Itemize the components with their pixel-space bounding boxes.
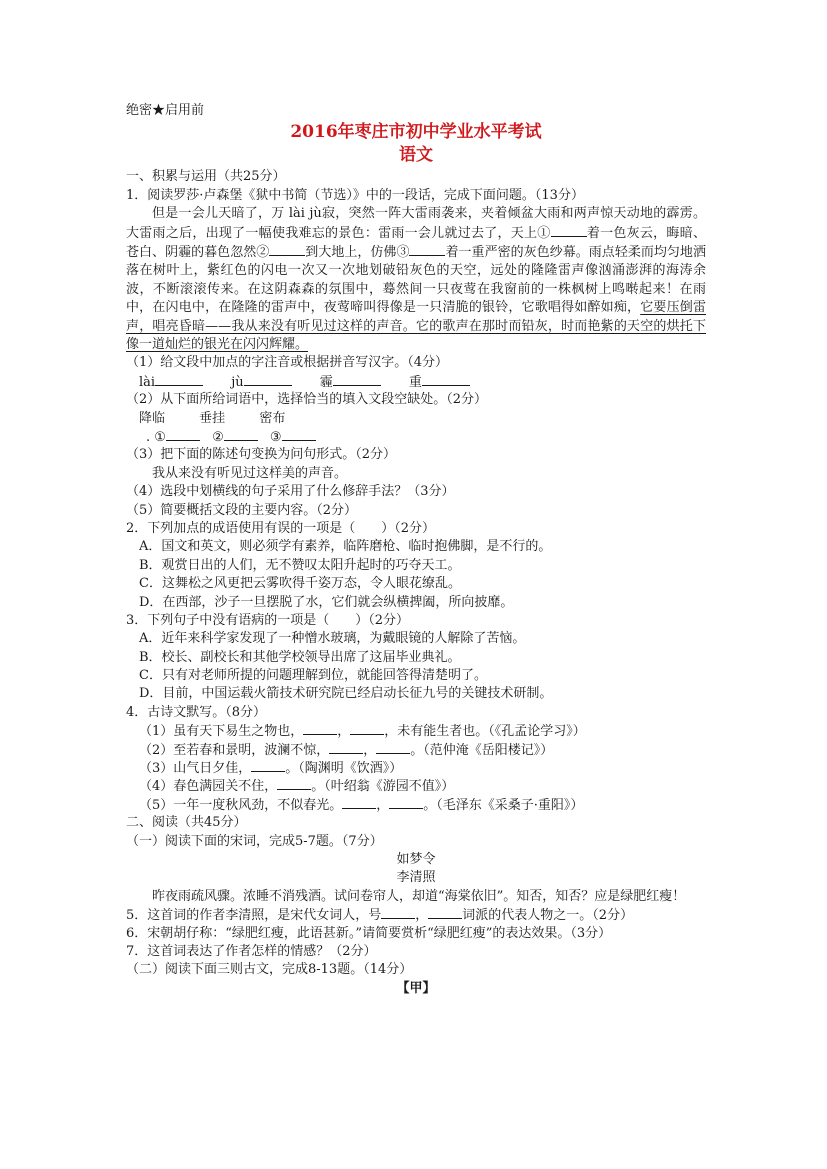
question-6: 6．宋朝胡仔称：“绿肥红瘦，此语甚新。”请简要赏析“绿肥红瘦”的表达效果。（3分） [126,925,612,941]
answer-blank[interactable] [422,373,470,386]
underlined-sentence-2: 它的歌声在那时而铅灰，时而艳紫的天空的烘托下像一道灿烂的银光在闪闪辉耀。 [126,318,706,353]
blank-2[interactable] [269,243,305,256]
answer-blank[interactable] [282,428,316,441]
q2-option-b: B．观赏日出的人们，无不赞叹太阳升起时的巧夺天工。 [139,557,461,573]
question-1-4: （4）选段中划横线的句子采用了什么修辞手法？（3分） [126,484,455,500]
answer-blank[interactable] [350,722,384,735]
char-item: 霾 [319,374,333,390]
q4-item-1 [126,722,706,740]
question-1-5: （5）简要概括文段的主要内容。（2分） [126,502,358,518]
q5-text: 5．这首词的作者李清照，是宋代女词人，号 [126,908,382,924]
q3-option-c: C．只有对老师所提的问题理解到位，就能回答得清楚明了。 [139,668,487,684]
item-text: （2）至若春和景明，波澜不惊， [139,742,330,758]
answer-blank[interactable] [166,428,200,441]
poem-text: 昨夜雨疏风骤。浓睡不消残酒。试问卷帘人，却道“海棠依旧”。知否，知否？应是绿肥红瘦！ [152,888,686,904]
slot-label: ② [212,429,224,445]
passage-text: 着一重严密的灰色纱幕。雨点轻柔而均匀地洒落在树叶上，紫红色的闪电一次又一次地划破铅灰色的天空，远处的隆隆雷声像汹涌澎湃的海涛余波，不断滚滚传来。在这阴森森的氛围中，蓦然间一只夜莺在我窗前的一株枫树上鸣啭起来！在雨中，在闪电中，在隆隆的雷声中，夜莺啼叫得像是一只清脆的银铃，它歌唱得如醉如痴， [126,244,706,316]
item-text: ， [337,724,351,740]
item-text: ，未有能生者也。（《孔孟论学习》） [384,724,586,740]
slot-label: ③ [269,429,282,445]
answer-blank[interactable] [244,373,292,386]
item-text: 。（叶绍翁《游园不值》） [311,779,455,795]
q2-option-c: C．这舞松之风更把云雾吹得千姿万态，令人眼花缭乱。 [139,576,461,592]
question-5 [126,906,706,924]
q4-item-2 [126,741,706,759]
answer-blank[interactable] [224,428,258,441]
answer-blank[interactable] [303,722,337,735]
item-text: （5）一年一度秋风劲，不似春光。 [139,797,343,813]
pinyin-row [126,373,706,391]
word-choices [126,410,706,428]
char-item: 重 [408,374,422,390]
reading-part-1: （一）阅读下面的宋词，完成5-7题。（7分） [126,833,383,849]
answer-blank[interactable] [155,373,203,386]
blank-3[interactable] [409,243,445,256]
q4-item-3 [126,759,706,777]
answer-blank[interactable] [333,373,381,386]
item-text: （3）山气日夕佳， [139,761,252,777]
text-label-jia: 【甲】 [396,980,436,996]
confidential-note: 绝密★启用前 [126,103,205,118]
reading-part-2: （二）阅读下面三则古文，完成8-13题。（14分） [126,962,413,978]
question-1-2: （2）从下面所给词语中，选择恰当的填入文段空缺处。（2分） [126,392,488,408]
word-choice: 降临 [139,410,166,426]
item-text: ， [376,797,390,813]
section-heading: 一、积累与运用（共25分） [126,169,286,185]
poem-author: 李清照 [396,870,436,886]
item-text: 。（陶渊明《饮酒》） [285,761,403,777]
question-2: 2．下列加点的成语使用有误的一项是（ ）（2分） [126,520,436,536]
q2-option-d: D．在西部，沙子一旦摆脱了水，它们就会纵横捭阖，所向披靡。 [139,594,514,610]
item-text: （1）虽有天下易生之物也， [139,724,304,740]
q3-option-d: D．目前，中国运载火箭技术研究院已经启动长征九号的关键技术研制。 [139,686,553,702]
q3-option-b: B．校长、副校长和其他学校领导出席了这届毕业典礼。 [139,649,461,665]
answer-blank[interactable] [389,796,423,809]
question-4: 4．古诗文默写。（8分） [126,704,267,720]
item-text: 。（范仲淹《岳阳楼记》） [410,742,554,758]
answer-blank[interactable] [376,741,410,754]
passage-text: 着一色灰云，晦暗、苍白、阴霾的暮色忽然② [126,225,706,260]
answer-blank[interactable] [277,777,311,790]
pinyin-item: jù [231,374,244,390]
question-1-1: （1）给文段中加点的字注音或根据拼音写汉字。（4分） [126,355,449,371]
exam-title: 2016年枣庄市初中学业水平考试 [290,122,542,143]
q5-text: 词派的代表人物之一。（2分） [462,908,634,924]
q4-item-5 [126,796,706,814]
q4-item-4 [126,777,706,795]
item-text: （4）春色满园关不住， [139,779,278,795]
q2-option-a: A．国文和英文，则必须学有素养，临阵磨枪、临时抱佛脚，是不行的。 [139,539,552,555]
item-text: ， [363,742,377,758]
passage-text: 但是一会儿天暗了，万 lài jù寂，突然一阵大雷雨袭来，夹着倾盆大雨和两声惊天动地的霹雳。大雷雨之后，出现了一幅使我难忘的景色：雷雨一会儿就过去了，天上① [126,206,706,241]
answer-blank[interactable] [342,796,376,809]
underlined-sentence-1: 它要压倒雷声，唱亮昏暗——我从来没有听见过这样的声音。 [126,300,706,334]
question-1: 1．阅读罗莎·卢森堡《狱中书简（节选）》中的一段话，完成下面问题。（13分） [126,187,584,203]
answer-blank[interactable] [428,906,462,919]
passage-1 [126,205,706,354]
passage-text: 到大地上，仿佛③ [305,244,410,260]
word-choice: 密布 [259,410,286,426]
question-7: 7．这首词表达了作者怎样的情感？（2分） [126,943,377,959]
question-3: 3．下列句子中没有语病的一项是（ ）（2分） [126,612,410,628]
exam-subject: 语文 [399,145,433,166]
slot-answers: . ① ② ③ [126,428,706,446]
section-heading: 二、阅读（共45分） [126,815,247,831]
answer-blank[interactable] [329,741,363,754]
blank-1[interactable] [551,224,587,237]
slot-label: ① [154,429,166,445]
word-choice: 垂挂 [199,410,226,426]
q3-option-a: A．近年来科学家发现了一种憎水玻璃，为戴眼镜的人解除了苦恼。 [139,631,526,647]
answer-blank[interactable] [251,759,285,772]
answer-blank[interactable] [381,906,415,919]
q1-3-sentence: 我从来没有听见过这样美的声音。 [152,465,348,481]
exam-page [126,102,706,998]
pinyin-item: lài [139,374,156,390]
question-1-3: （3）把下面的陈述句变换为问句形式。（2分） [126,447,397,463]
q5-text: ， [415,908,429,924]
item-text: 。（毛泽东《采桑子·重阳》） [423,797,584,813]
poem-title: 如梦令 [396,851,436,867]
